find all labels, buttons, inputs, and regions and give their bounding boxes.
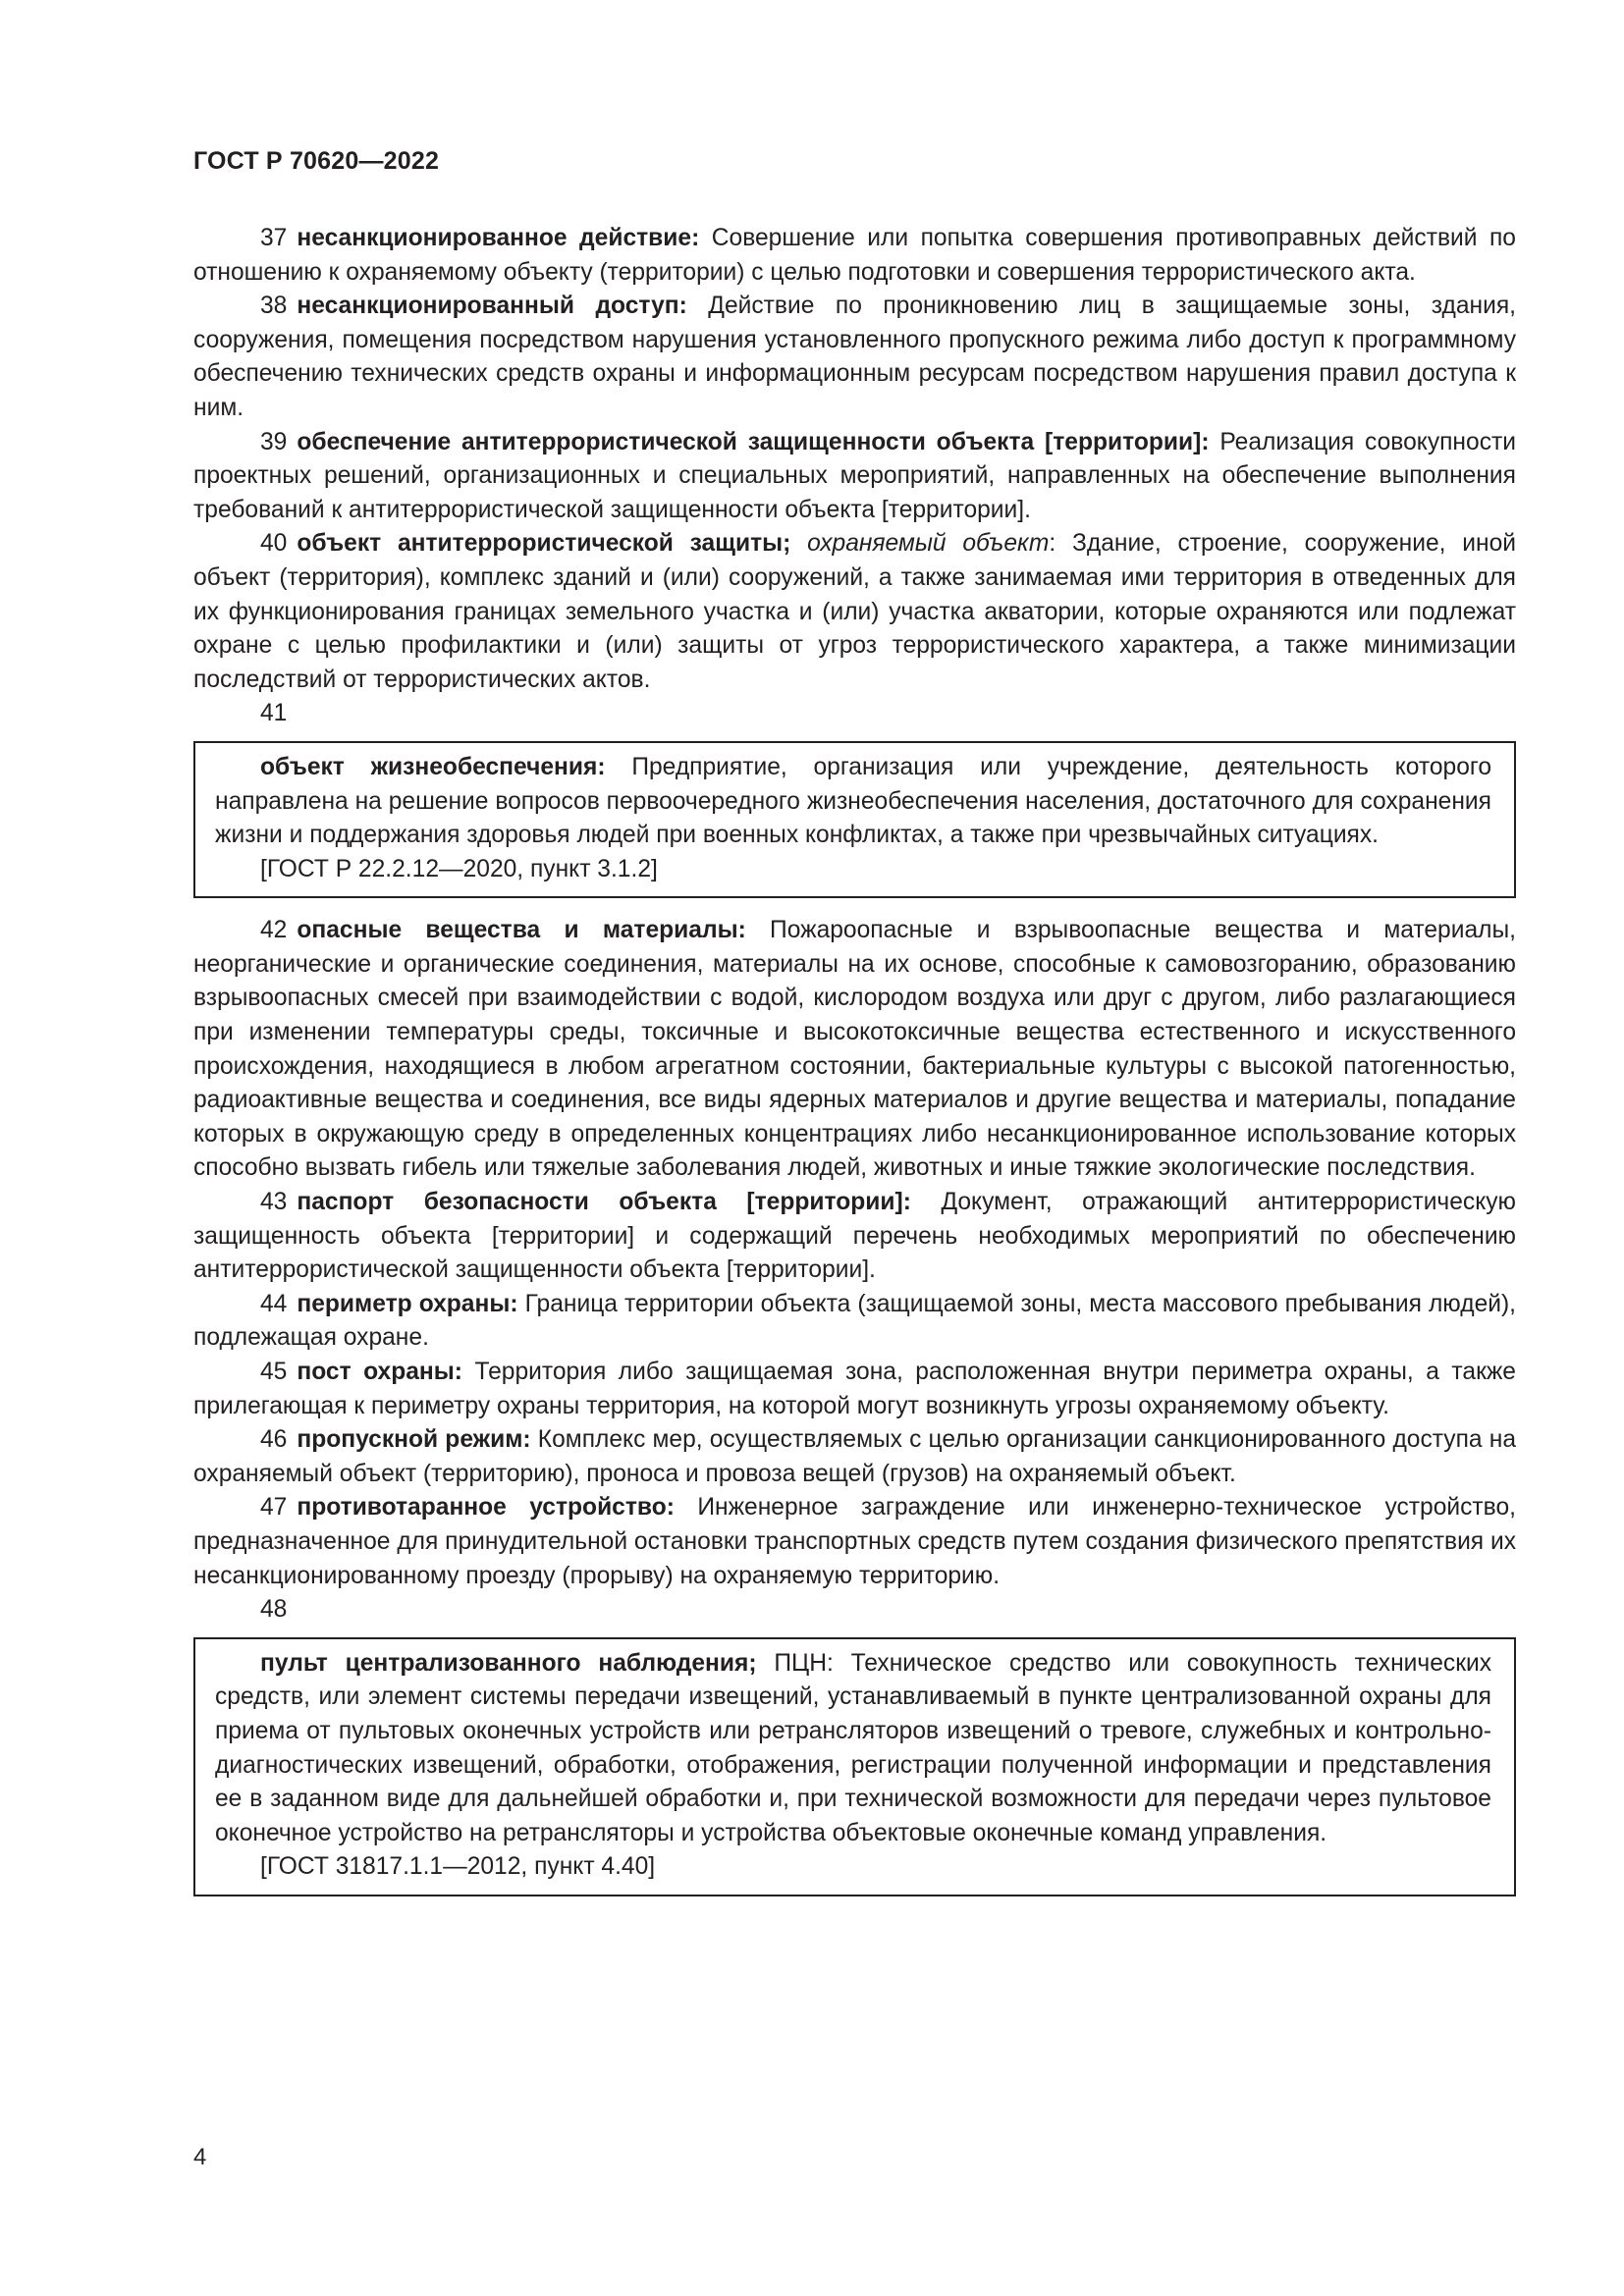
entry-definition: Инженерное заграждение или инженерно-техническое устройство, предназначенное для принудительной остановки транспортных средств путем создания физического препятствия их несанкционированному проезду (прорыву) на охраняемую территорию.: [193, 1494, 1516, 1589]
entry-term: паспорт безопасности объекта [территории]:: [297, 1189, 911, 1216]
term-entry-48: [215, 1647, 1491, 1851]
entry-term: объект жизнеобеспечения:: [260, 753, 606, 780]
entry-number: 42: [260, 917, 288, 944]
entry-term: объект антитеррористической защиты;: [297, 530, 791, 558]
entry-number-41: 41: [260, 700, 288, 727]
entry-number: 46: [260, 1426, 288, 1454]
source-reference: [ГОСТ 31817.1.1—2012, пункт 4.40]: [260, 1853, 656, 1881]
page-number: 4: [193, 2144, 207, 2170]
entry-definition: Документ, отражающий антитеррористическую защищенность объекта [территории] и содержащий перечень необходимых мероприятий по обеспечению антитеррористической защищенности объекта [территории].: [193, 1189, 1516, 1284]
entry-number: 38: [260, 293, 288, 320]
document-header: ГОСТ Р 70620—2022: [193, 147, 440, 175]
entry-term: пропускной режим:: [297, 1426, 531, 1454]
entry-term: периметр охраны:: [297, 1290, 518, 1317]
entry-number: 45: [260, 1359, 288, 1385]
term-entry-41: [215, 751, 1491, 853]
entry-number-48: 48: [260, 1596, 288, 1624]
entry-number: 47: [260, 1494, 288, 1522]
entry-definition: Реализация совокупности проектных решений, организационных и специальных мероприятий, направленных на обеспечение выполнения требований к антитеррористической защищенности объекта [территории].: [193, 428, 1516, 523]
entry-number: 37: [260, 225, 288, 251]
entry-synonym: охраняемый объект: [807, 530, 1050, 558]
entry-definition: Граница территории объекта (защищаемой зоны, места массового пребывания людей), подлежащая охране.: [193, 1290, 1517, 1352]
entry-term: пост охраны:: [297, 1359, 462, 1385]
entry-definition: Совершение или попытка совершения противоправных действий по отношению к охраняемому объекту (территории) с целью подготовки и совершения террористического акта.: [193, 225, 1516, 286]
entry-definition: Пожароопасные и взрывоопасные вещества и материалы, неорганические и органические соединения, материалы на их основе, способные к самовозгоранию, образованию взрывоопасных смесей при взаимодействии с водой, кислородом воздуха или друг с другом, либо разлагающиеся при изменении температуры среды, токсичные и высокотоксичные вещества естественного и искусственного происхождения, находящиеся в любом агрегатном состоянии, бактериальные культуры с высокой патогенностью, радиоактивные вещества и соединения, все виды ядерных материалов и другие вещества и материалы, попадание которых в окружающую среду в определенных концентрациях либо несанкционированное использование которых способно вызвать гибель или тяжелые заболевания людей, животных и иные тяжкие экологические последствия.: [193, 917, 1516, 1182]
term-entry-42: [193, 914, 1516, 1186]
entry-definition: Территория либо защищаемая зона, расположенная внутри периметра охраны, а также прилегающая к периметру охраны территория, на которой могут возникнуть угрозы охраняемому объекту.: [193, 1359, 1516, 1419]
entry-definition: Комплекс мер, осуществляемых с целью организации санкционированного доступа на охраняемый объект (территорию), проноса и провоза вещей (грузов) на охраняемый объект.: [193, 1426, 1516, 1487]
entry-term: обеспечение антитеррористической защищенности объекта [территории]:: [297, 428, 1210, 455]
entry-number: 43: [260, 1189, 288, 1216]
term-entry-37: [193, 222, 1516, 290]
term-entry-46: [193, 1423, 1516, 1491]
entry-term: несанкционированное действие:: [297, 225, 700, 251]
term-entry-45: [193, 1356, 1516, 1423]
entry-synonym: ПЦН: [774, 1649, 827, 1677]
entry-definition: Предприятие, организация или учреждение, деятельность которого направлена на решение вопросов первоочередного жизнеобеспечения населения, достаточного для сохранения жизни и поддержания здоровья людей при военных конфликтах, а также при чрезвычайных ситуациях.: [215, 753, 1491, 849]
term-entry-47: [193, 1491, 1516, 1593]
entry-term: опасные вещества и материалы:: [297, 917, 746, 944]
entry-definition: : Техническое средство или совокупность технических средств, или элемент системы передачи извещений, устанавливаемый в пункте централизованной охраны для приема от пультовых оконечных устройств или ретрансляторов извещений о тревоге, служебных и контрольно-диагностических извещений, обработки, отображения, регистрации полученной информации и представления ее в заданном виде для дальнейшей обработки и, при технической возможности для передачи через пультовое оконечное устройство на ретрансляторы и устройства объектовые оконечные команд управления.: [215, 1649, 1492, 1846]
term-entry-39: [193, 426, 1516, 528]
entry-term: противотаранное устройство:: [297, 1494, 675, 1522]
entry-number: 44: [260, 1290, 288, 1317]
term-entry-44: [193, 1288, 1516, 1356]
term-entry-40: [193, 527, 1516, 697]
terms-list: [193, 222, 1516, 1912]
entry-definition: : Здание, строение, сооружение, иной объект (территория), комплекс зданий и (или) сооружений, а также занимаемая ими территория в отведенных для их функционирования границах земельного участка и (или) участка акватории, которые охраняются или подлежат охране с целью профилактики и (или) защиты от угроз террористического характера, а также минимизации последствий от террористических актов.: [193, 530, 1517, 693]
quoted-term-box-48: [193, 1637, 1516, 1896]
quoted-term-box-41: [193, 741, 1516, 898]
term-entry-43: [193, 1186, 1516, 1288]
entry-number: 39: [260, 428, 288, 455]
entry-term: несанкционированный доступ:: [297, 293, 687, 320]
entry-definition: Действие по проникновению лиц в защищаемые зоны, здания, сооружения, помещения посредством нарушения установленного пропускного режима либо доступ к программному обеспечению технических средств охраны и информационным ресурсам посредством нарушения правил доступа к ним.: [193, 293, 1516, 421]
entry-term: пульт централизованного наблюдения;: [260, 1649, 757, 1677]
term-entry-38: [193, 290, 1516, 425]
source-reference: [ГОСТ Р 22.2.12—2020, пункт 3.1.2]: [260, 855, 658, 882]
entry-number: 40: [260, 530, 288, 558]
